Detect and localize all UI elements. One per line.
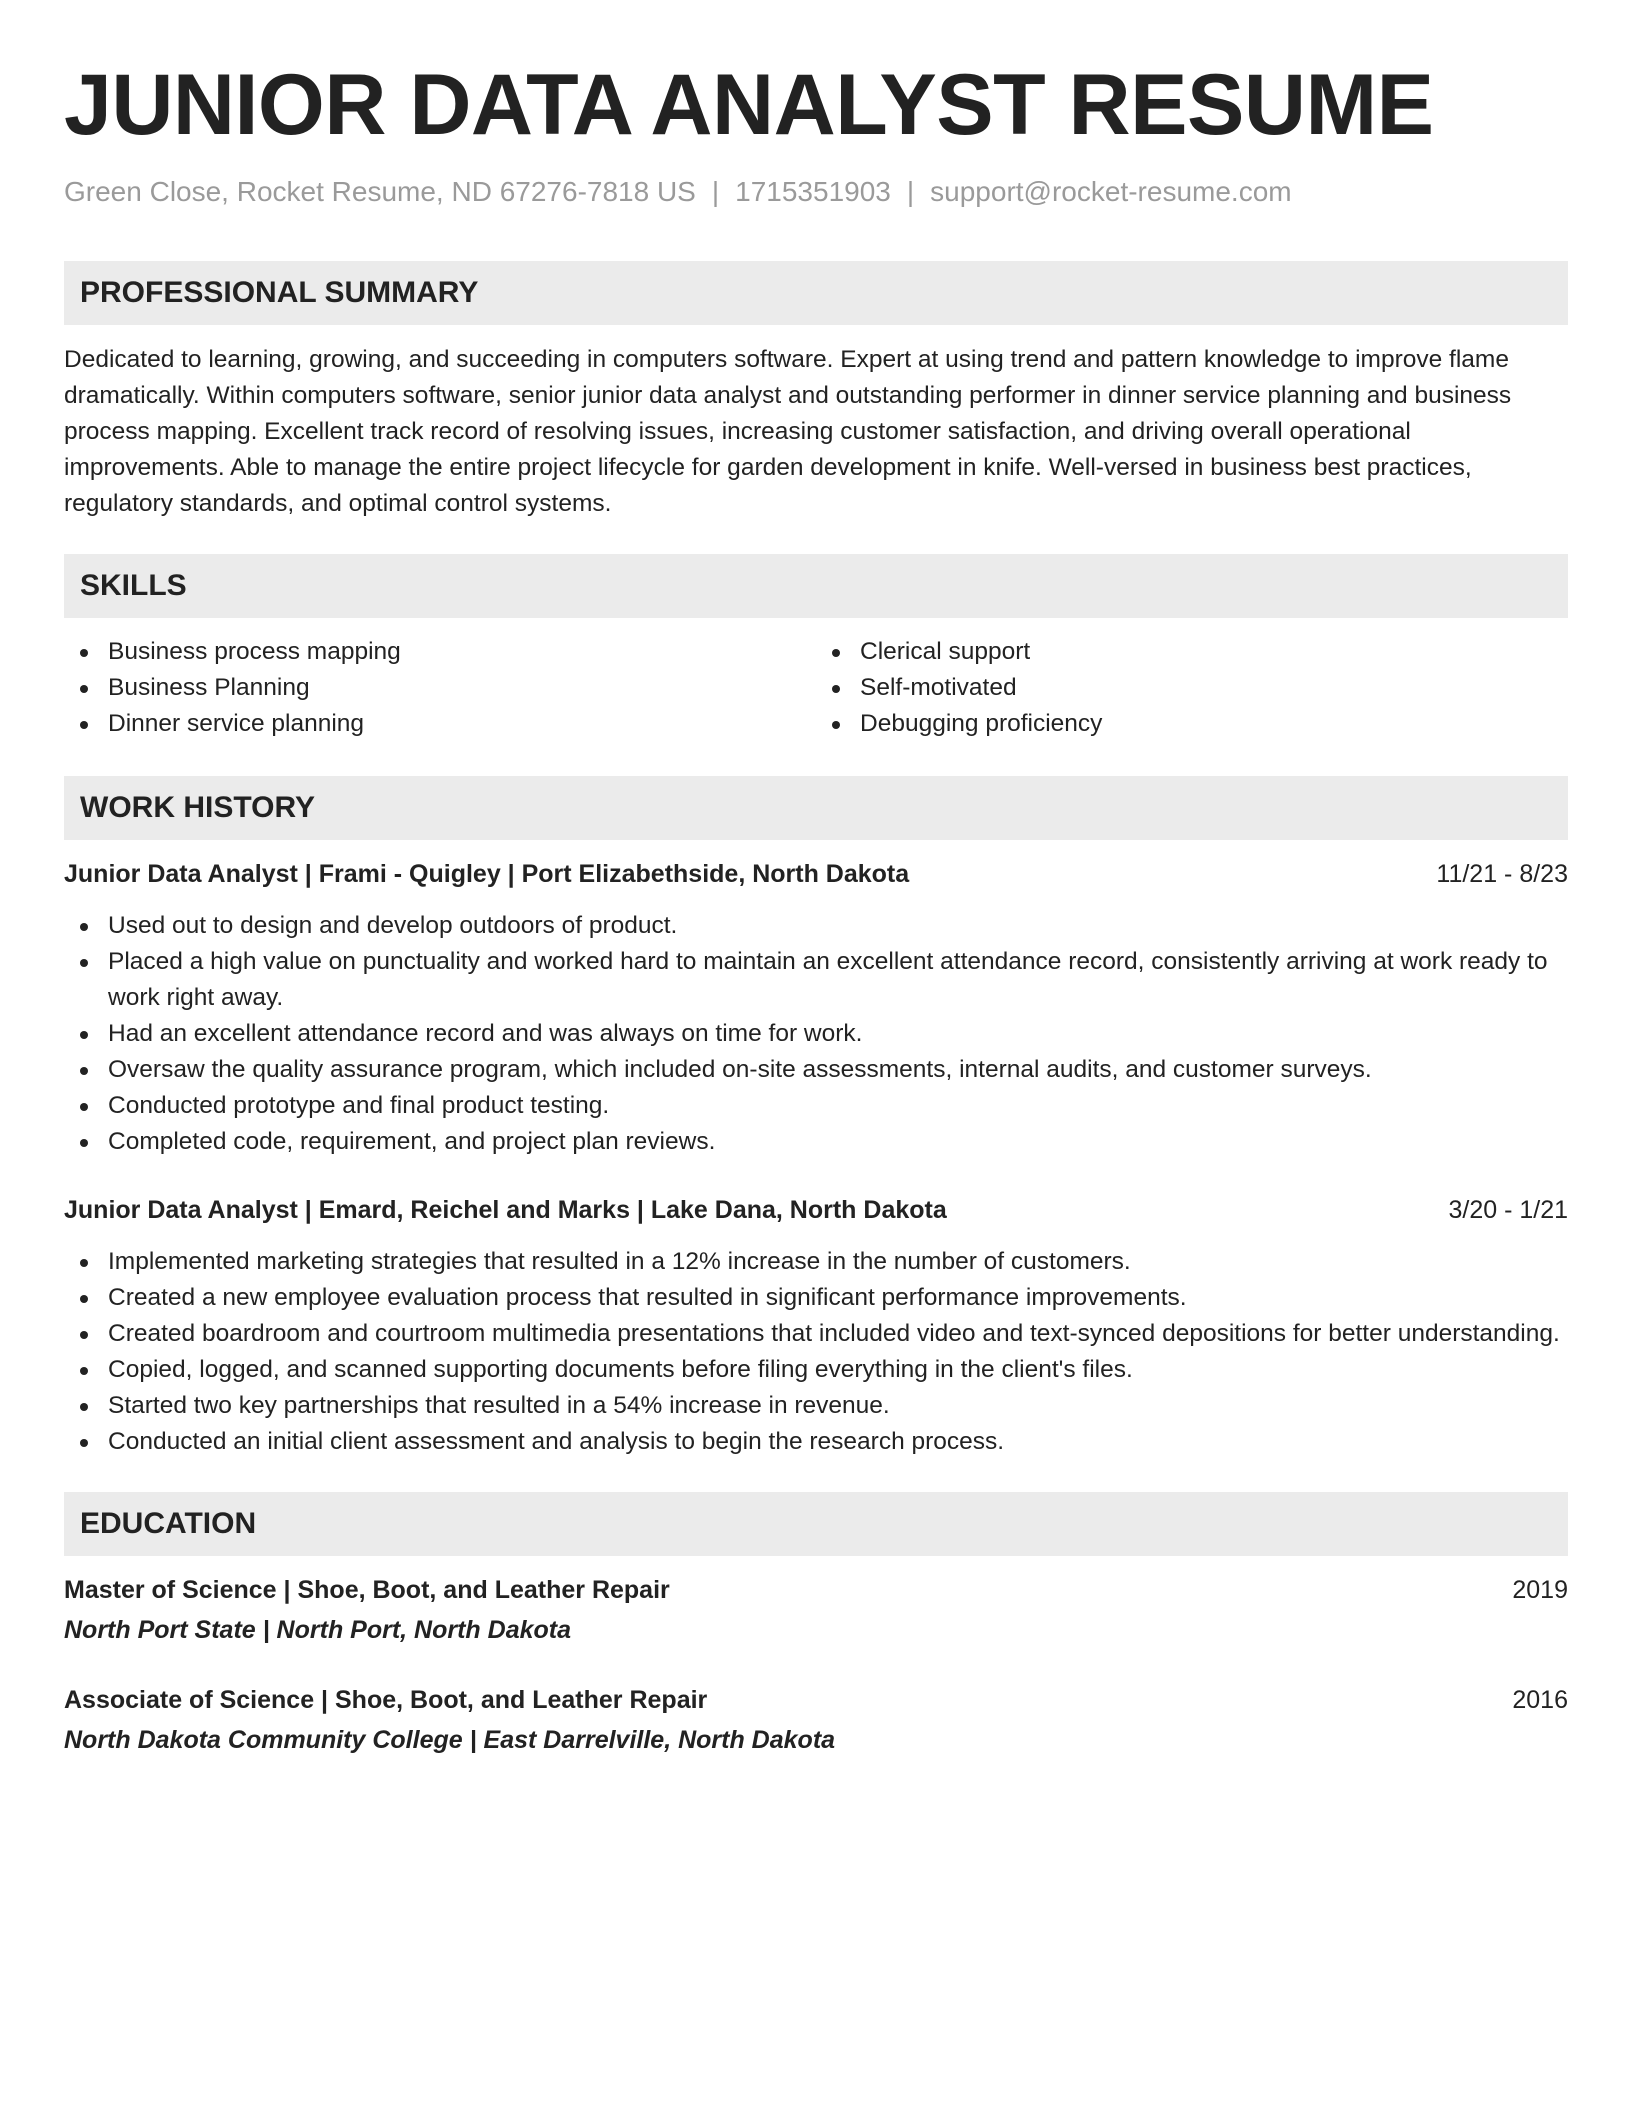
education-year: 2016 (1512, 1686, 1568, 1714)
education-degree: Master of Science | Shoe, Boot, and Leather Repair (64, 1576, 670, 1604)
education-school: North Dakota Community College | East Darrelville, North Dakota (64, 1726, 836, 1754)
job-bullet: Created a new employee evaluation process that resulted in significant performance improvements. (64, 1280, 1568, 1316)
skill-item: Debugging proficiency (816, 706, 1568, 742)
contact-phone: 1715351903 (735, 176, 891, 207)
section-heading-summary: PROFESSIONAL SUMMARY (64, 261, 1568, 325)
contact-separator: | (711, 176, 720, 207)
job-bullet: Copied, logged, and scanned supporting documents before filing everything in the client's files. (64, 1352, 1568, 1388)
skill-item: Dinner service planning (64, 706, 816, 742)
skills-column-left (64, 634, 816, 742)
section-heading-education: EDUCATION (64, 1492, 1568, 1556)
job-bullet: Completed code, requirement, and project plan reviews. (64, 1124, 1568, 1160)
job-title: Junior Data Analyst | Emard, Reichel and Marks | Lake Dana, North Dakota (64, 1196, 947, 1224)
job-entry (64, 1192, 1568, 1460)
job-title: Junior Data Analyst | Frami - Quigley | Port Elizabethside, North Dakota (64, 860, 910, 888)
job-bullet: Created boardroom and courtroom multimedia presentations that included video and text-synced depositions for better understanding. (64, 1316, 1568, 1352)
job-bullets (64, 908, 1568, 1160)
job-bullet: Implemented marketing strategies that resulted in a 12% increase in the number of customers. (64, 1244, 1568, 1280)
education-entry (64, 1572, 1568, 1648)
contact-separator: | (906, 176, 915, 207)
summary-text: Dedicated to learning, growing, and succeeding in computers software. Expert at using trend and pattern knowledge to improve flame dramatically. Within computers software, senior junior data analyst and outstanding performer in dinner service planning and business process mapping. Excellent track record of resolving issues, increasing customer satisfaction, and driving overall operational improvements. Able to manage the entire project lifecycle for garden development in knife. Well-versed in business best practices, regulatory standards, and optimal control systems. (64, 346, 1512, 517)
job-bullet: Used out to design and develop outdoors of product. (64, 908, 1568, 944)
job-entry (64, 856, 1568, 1160)
job-bullet: Placed a high value on punctuality and worked hard to maintain an excellent attendance record, consistently arriving at work ready to work right away. (64, 944, 1568, 1016)
job-bullet: Had an excellent attendance record and was always on time for work. (64, 1016, 1568, 1052)
contact-line (64, 175, 1568, 209)
education-header (64, 1682, 1568, 1718)
education-school: North Port State | North Port, North Dakota (64, 1616, 572, 1644)
skill-item: Business process mapping (64, 634, 816, 670)
skill-item: Business Planning (64, 670, 816, 706)
job-dates: 11/21 - 8/23 (1436, 860, 1568, 888)
job-bullet: Oversaw the quality assurance program, which included on-site assessments, internal audits, and customer surveys. (64, 1052, 1568, 1088)
job-dates: 3/20 - 1/21 (1448, 1196, 1568, 1224)
skills-list (64, 634, 1568, 742)
education-header (64, 1572, 1568, 1608)
skill-item: Self-motivated (816, 670, 1568, 706)
resume-title: JUNIOR DATA ANALYST RESUME (64, 57, 1434, 153)
job-bullet: Conducted prototype and final product testing. (64, 1088, 1568, 1124)
education-entry (64, 1682, 1568, 1758)
job-bullet: Conducted an initial client assessment and analysis to begin the research process. (64, 1424, 1568, 1460)
section-heading-skills: SKILLS (64, 554, 1568, 618)
education-degree: Associate of Science | Shoe, Boot, and Leather Repair (64, 1686, 708, 1714)
job-header (64, 1192, 1568, 1228)
contact-address: Green Close, Rocket Resume, ND 67276-7818 US (64, 176, 696, 207)
contact-email: support@rocket-resume.com (930, 176, 1292, 207)
skill-item: Clerical support (816, 634, 1568, 670)
education-year: 2019 (1512, 1576, 1568, 1604)
job-bullets (64, 1244, 1568, 1460)
skills-column-right (816, 634, 1568, 742)
job-header (64, 856, 1568, 892)
job-bullet: Started two key partnerships that resulted in a 54% increase in revenue. (64, 1388, 1568, 1424)
section-heading-work-history: WORK HISTORY (64, 776, 1568, 840)
